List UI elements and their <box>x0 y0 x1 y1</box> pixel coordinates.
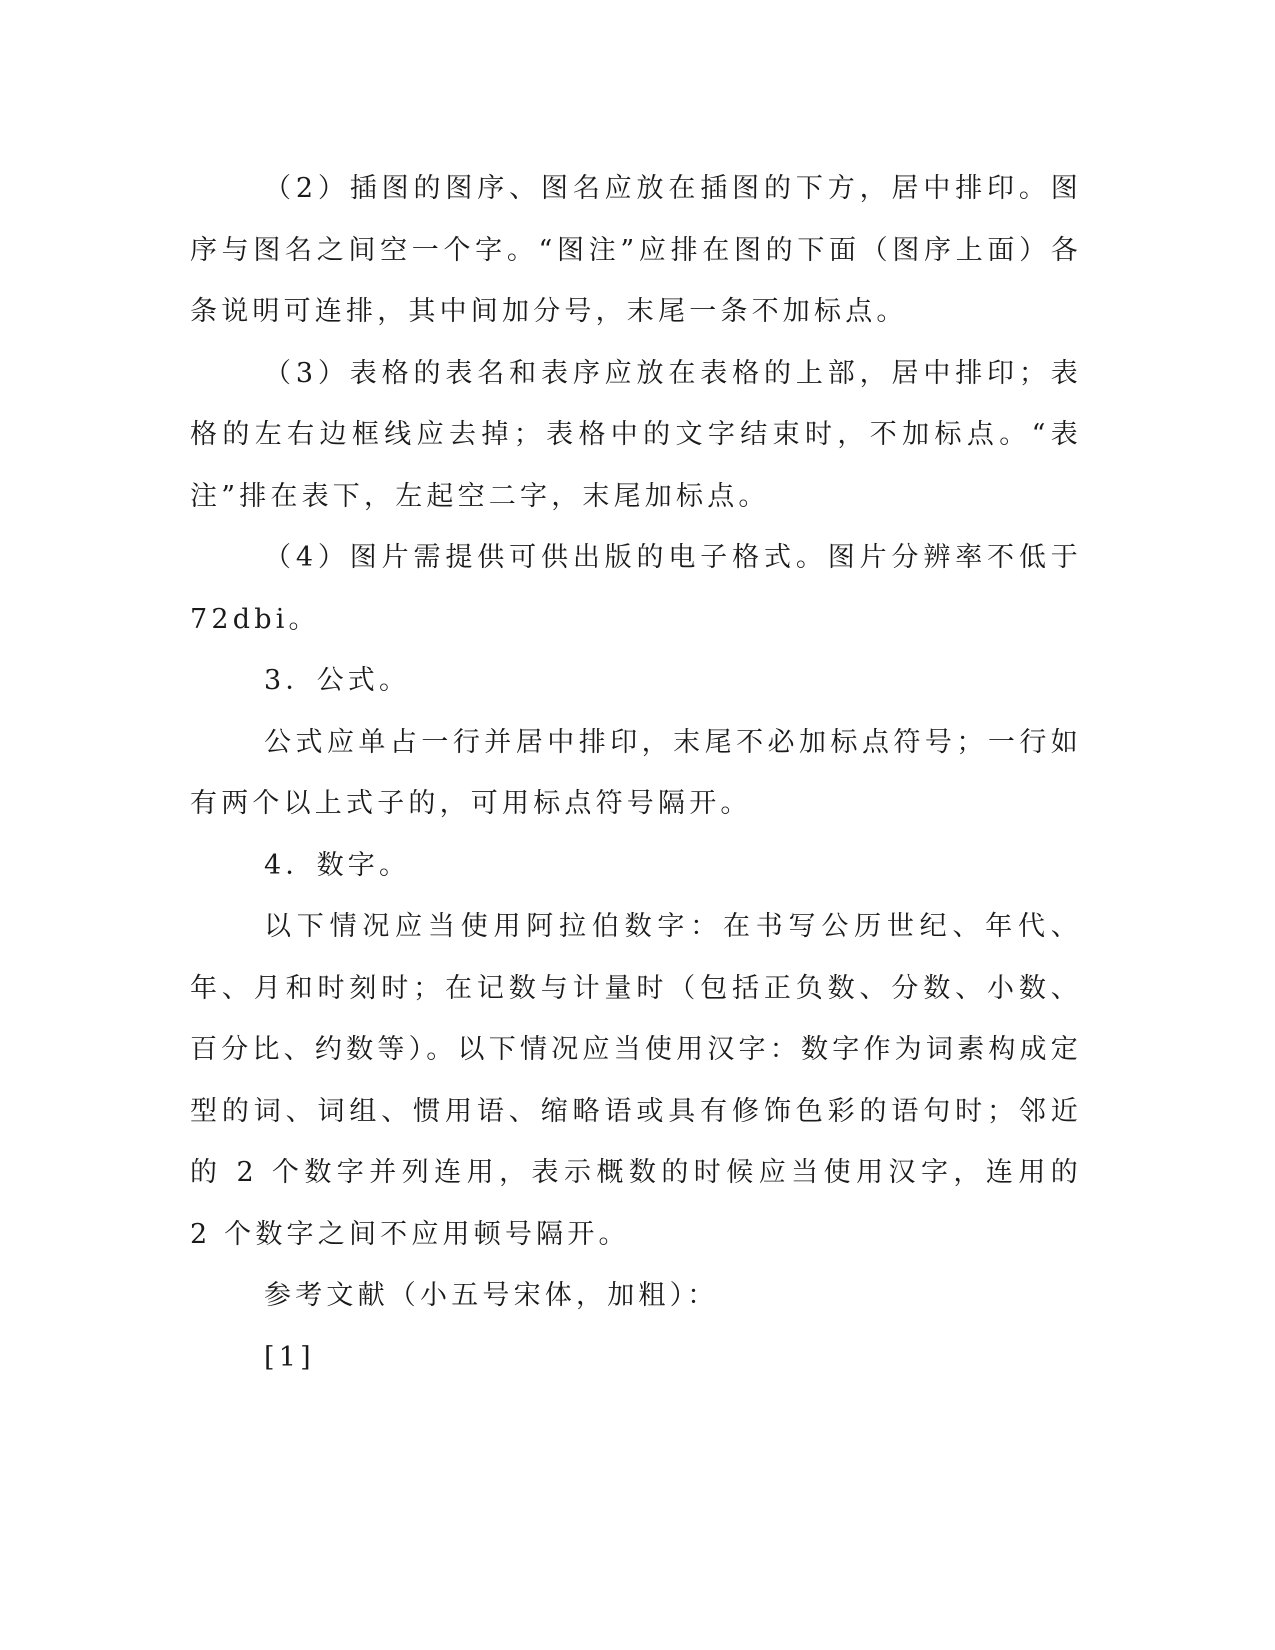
references-heading: 参考文献（小五号宋体，加粗）： <box>264 1280 719 1311</box>
document-body <box>190 158 1082 1388</box>
reference-item-1: [1] <box>264 1341 315 1373</box>
paragraph-table-caption-rules: （3）表格的表名和表序应放在表格的上部，居中排印；表格的左右边框线应去掉；表格中的文字结束时，不加标点。“表注”排在表下，左起空二字，末尾加标点。 <box>190 357 1082 512</box>
section-heading-numbers: 4．数字。 <box>264 849 411 881</box>
section-heading-formula: 3．公式。 <box>264 665 411 696</box>
paragraph-formula-rules: 公式应单占一行并居中排印，末尾不必加标点符号；一行如有两个以上式子的，可用标点符号隔开。 <box>190 726 1082 819</box>
paragraph-figure-caption-rules: （2）插图的图序、图名应放在插图的下方，居中排印。图序与图名之间空一个字。“图注”应排在图的下面（图序上面）各条说明可连排，其中间加分号，末尾一条不加标点。 <box>190 173 1082 327</box>
paragraph-number-rules: 以下情况应当使用阿拉伯数字：在书写公历世纪、年代、年、月和时刻时；在记数与计量时（包括正负数、分数、小数、百分比、约数等）。以下情况应当使用汉字：数字作为词素构成定型的词、词组、惯用语、缩略语或具有修饰色彩的语句时；邻近的 2 个数字并列连用，表示概数的时候应当使用汉字，连用的 2 个数字之间不应用顿号隔开。 <box>190 911 1082 1250</box>
paragraph-image-format-rules: （4）图片需提供可供出版的电子格式。图片分辨率不低于 72dbi。 <box>190 542 1082 635</box>
